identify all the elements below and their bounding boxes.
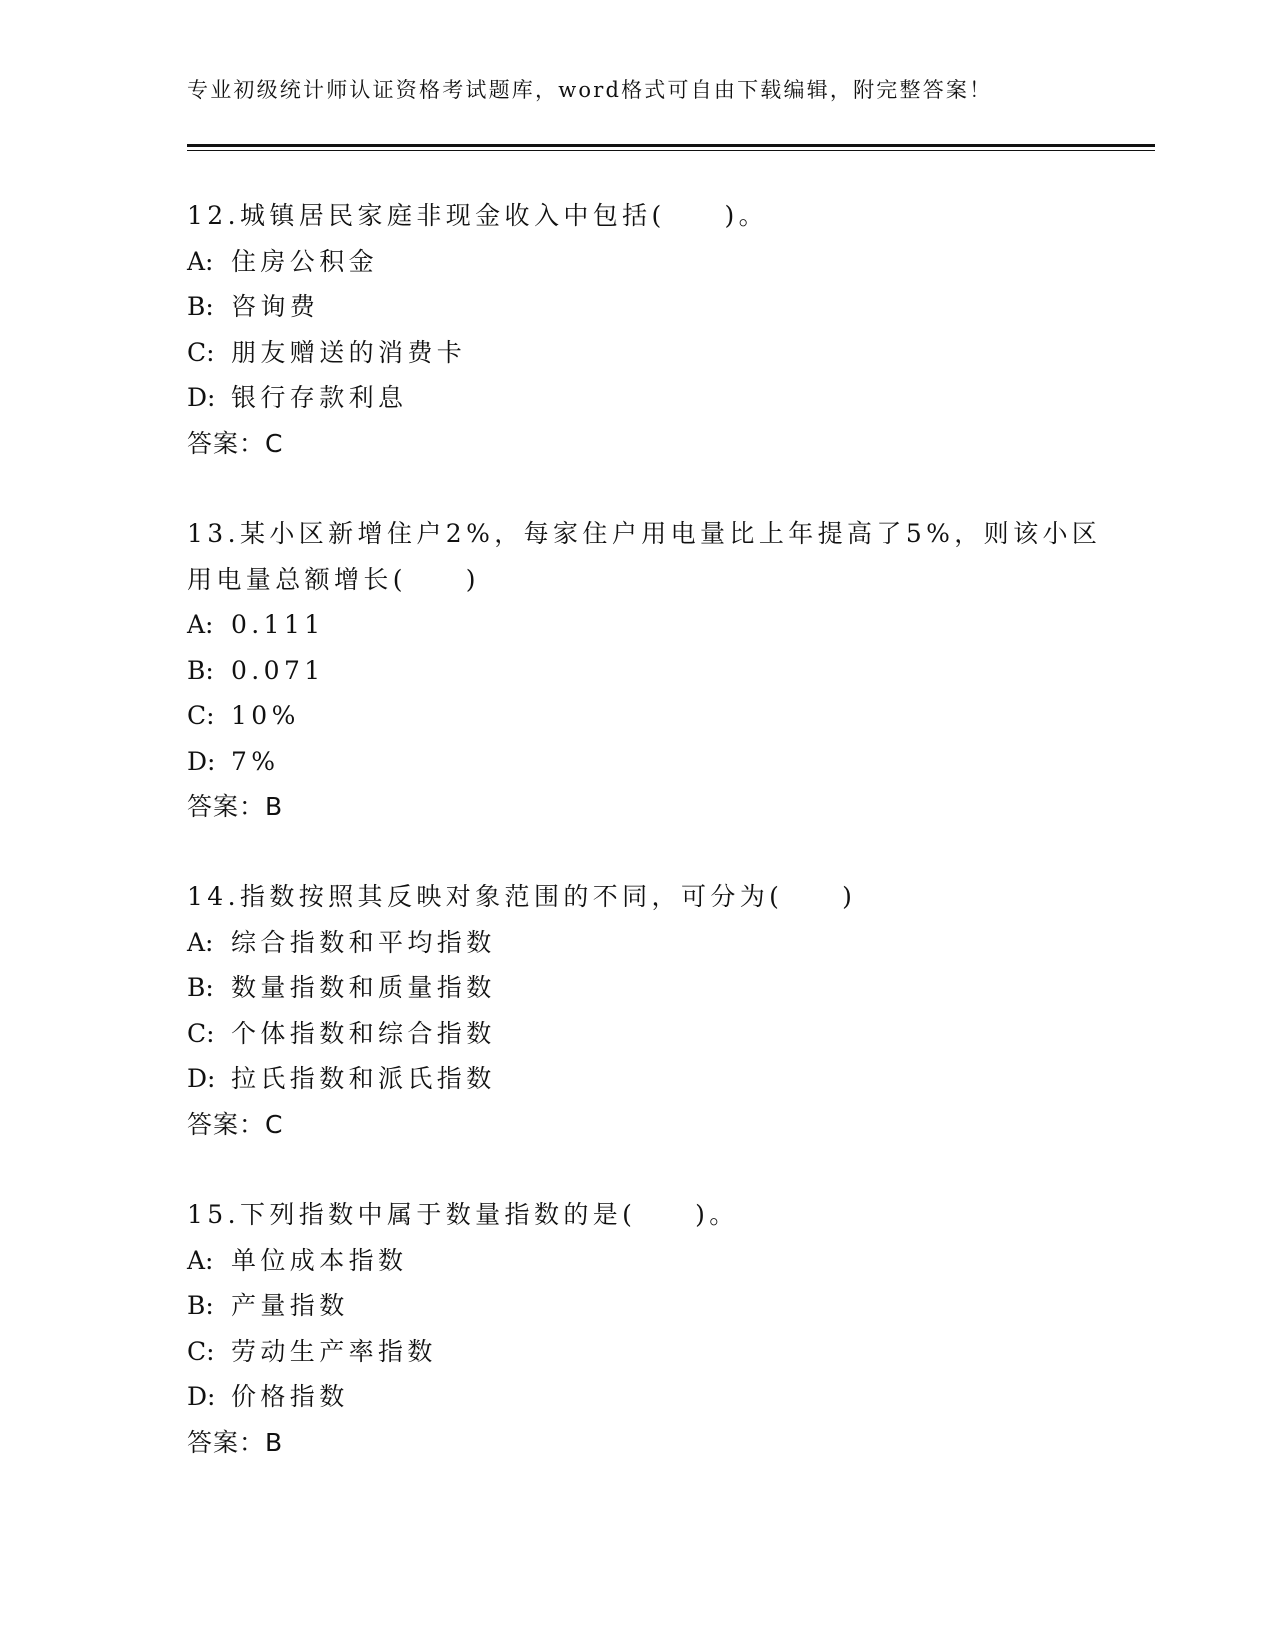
option-text: 劳动生产率指数 [231, 1336, 437, 1366]
question-stem-line-2: 用电量总额增长( ) [187, 564, 480, 594]
option-b [187, 648, 1087, 694]
option-letter: D: [187, 746, 216, 776]
option-text: 银行存款利息 [231, 383, 408, 412]
answer-line: 答案：B [187, 792, 284, 821]
option-letter: A: [187, 1245, 214, 1275]
answer-line: 答案：C [187, 1109, 284, 1139]
option-a [187, 602, 1087, 648]
question-12 [187, 193, 1087, 466]
option-text: 单位成本指数 [231, 1245, 408, 1275]
option-letter: D: [187, 1382, 216, 1411]
option-letter: C: [187, 1018, 215, 1048]
option-d [187, 1056, 1087, 1102]
option-letter: B: [187, 1291, 214, 1320]
option-text: 咨询费 [231, 292, 320, 321]
option-b [187, 284, 1087, 330]
option-letter: A: [187, 610, 214, 639]
option-letter: A: [187, 246, 214, 276]
option-b [187, 1283, 1087, 1329]
header-rule-thick [187, 144, 1155, 147]
option-letter: C: [187, 1336, 215, 1366]
option-letter: B: [187, 973, 214, 1002]
option-letter: C: [187, 337, 215, 367]
answer-line: 答案：B [187, 1427, 284, 1457]
option-text: 住房公积金 [231, 246, 379, 276]
option-d [187, 375, 1087, 421]
option-c [187, 1329, 1087, 1375]
option-b [187, 965, 1087, 1011]
option-letter: B: [187, 655, 214, 685]
page-header: 专业初级统计师认证资格考试题库，word格式可自由下载编辑，附完整答案！ [187, 78, 993, 102]
option-text: 价格指数 [231, 1382, 349, 1411]
option-a [187, 1238, 1087, 1284]
option-d [187, 739, 1087, 785]
question-13 [187, 511, 1102, 830]
question-14 [187, 874, 1087, 1147]
option-text: 数量指数和质量指数 [231, 973, 496, 1002]
question-stem: 15.下列指数中属于数量指数的是( )。 [187, 1200, 739, 1229]
option-c [187, 1011, 1087, 1057]
question-stem: 14.指数按照其反映对象范围的不同，可分为( ) [187, 882, 857, 911]
option-text: 综合指数和平均指数 [231, 927, 496, 957]
option-text: 朋友赠送的消费卡 [231, 337, 467, 367]
option-letter: D: [187, 1064, 216, 1093]
option-letter: D: [187, 383, 216, 412]
question-15 [187, 1192, 1087, 1465]
option-text: 0.071 [231, 655, 325, 685]
option-text: 个体指数和综合指数 [231, 1018, 496, 1048]
header-rule-thin [187, 150, 1155, 151]
option-text: 拉氏指数和派氏指数 [231, 1064, 496, 1093]
option-a [187, 920, 1087, 966]
option-text: 产量指数 [231, 1291, 349, 1320]
question-stem-line-1: 13.某小区新增住户2%，每家住户用电量比上年提高了5%，则该小区 [187, 519, 1102, 548]
answer-line: 答案：C [187, 428, 284, 458]
question-stem: 12.城镇居民家庭非现金收入中包括( )。 [187, 201, 769, 230]
option-letter: C: [187, 701, 215, 730]
option-c [187, 693, 1087, 739]
option-text: 0.111 [231, 610, 325, 639]
option-text: 10% [231, 701, 300, 730]
option-letter: A: [187, 927, 214, 957]
option-d [187, 1374, 1087, 1420]
option-a [187, 239, 1087, 285]
option-c [187, 330, 1087, 376]
option-text: 7% [231, 746, 280, 776]
option-letter: B: [187, 292, 214, 321]
